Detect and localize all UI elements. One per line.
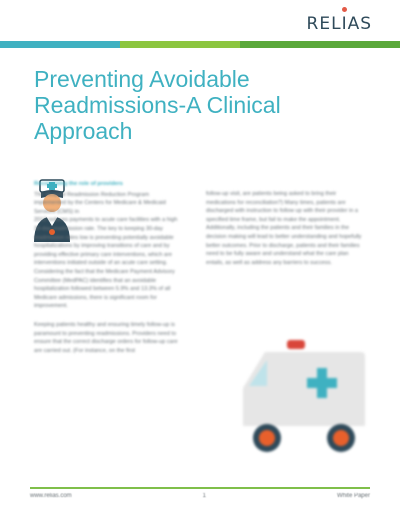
page-number: 1 [202,493,206,499]
footer-label: White Paper [336,493,370,499]
footer-url[interactable]: www.relias.com [30,493,72,499]
ambulance-icon [239,340,369,458]
color-band [0,41,400,48]
para-right: follow-up visit, are patients being asked to bring their medications for reconciliation?) Many times, patients are discharged with instruction to follow up with their provider in a specified time frame, but fail to make the appointment. Additionally, including the patients and their families in the decision making will lead to better understanding and hopefully better outcomes. Prior to discharge, patients and their families need to be fully aware and understand what the care plan entails, as well as address any barriers to success. [206,191,362,266]
para-intro-rest: 2012 reduces payments to acute care facilities with a high 30-day readmission rate. The key to keeping 30-day readmission rates low is preventing potentially avoidable hospitalizations by improving transitions of care and by providing effective primary care interventions, which are interventions initiated outside of an acute care setting. Considering the fact that the Medicare Payment Advisory Committee (MedPAC) identifies that an avoidable hospitalization followed between 5.9% and 13.3% of all Medicare admissions, there is significant room for improvement. [34,217,178,310]
logo-text-i: I [341,14,348,34]
footer [30,493,370,499]
para-2: Keeping patients healthy and ensuring timely follow-up is paramount to preventing readmissions. Providers need to ensure that the correct discharge orders for follow-up care are carried out. (For instance, on the first [34,321,178,354]
right-column [206,190,366,267]
footer-rule [30,487,370,489]
left-column [34,180,181,361]
para-intro-indented: The Hospital Readmission Reduction Program implemented by the Centers for Medicare & Medicaid Services (CMS) in [34,191,166,215]
band-seg-lightgreen [120,41,240,48]
relias-logo [307,14,372,34]
band-seg-teal [0,41,120,48]
band-seg-green [240,41,400,48]
subhead: Recognizing the role of providers [34,181,123,187]
document-title: Preventing Avoidable Readmissions-A Clinical Approach [34,66,281,144]
logo-text-part-b: AS [347,14,372,34]
logo-i [342,14,348,34]
logo-dot [342,7,347,12]
logo-text-part: REL [306,14,342,34]
